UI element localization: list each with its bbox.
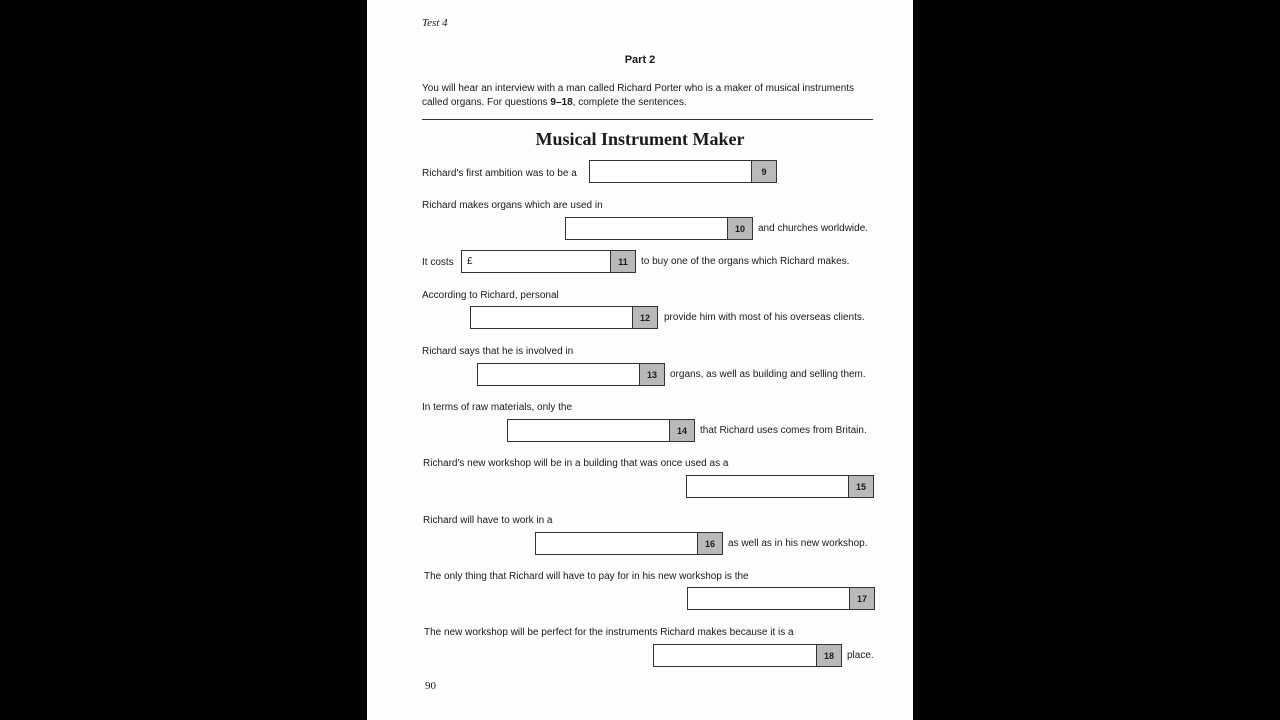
- question-14-text: In terms of raw materials, only the: [422, 402, 573, 413]
- answer-box-9[interactable]: [589, 160, 777, 183]
- answer-box-15[interactable]: [686, 475, 874, 498]
- question-number-16: 16: [697, 533, 722, 554]
- question-16-after: as well as in his new workshop.: [728, 538, 868, 549]
- question-11-after: to buy one of the organs which Richard makes.: [641, 256, 850, 267]
- question-number-11: 11: [610, 251, 635, 272]
- question-number-18: 18: [816, 645, 841, 666]
- question-17-text: The only thing that Richard will have to pay for in his new workshop is the: [424, 571, 749, 582]
- page-number: 90: [425, 680, 436, 692]
- question-9-text: Richard's first ambition was to be a: [422, 168, 577, 179]
- question-18-text: The new workshop will be perfect for the instruments Richard makes because it is a: [424, 627, 794, 638]
- question-number-12: 12: [632, 307, 657, 328]
- question-13-text: Richard says that he is involved in: [422, 346, 574, 357]
- instructions: [422, 82, 882, 110]
- answer-box-17[interactable]: [687, 587, 875, 610]
- question-10-text: Richard makes organs which are used in: [422, 200, 603, 211]
- instructions-before: You will hear an interview with a man called Richard Porter who is a maker of musical instruments called organs. For questions: [422, 83, 855, 108]
- question-number-15: 15: [848, 476, 873, 497]
- pound-sign: £: [467, 256, 473, 267]
- answer-box-13[interactable]: [477, 363, 665, 386]
- part-title: Part 2: [624, 54, 656, 66]
- question-number-17: 17: [849, 588, 874, 609]
- question-14-after: that Richard uses comes from Britain.: [700, 425, 867, 436]
- test-header: Test 4: [422, 17, 448, 29]
- answer-box-11[interactable]: [461, 250, 636, 273]
- divider: [422, 119, 873, 120]
- question-12-after: provide him with most of his overseas clients.: [664, 312, 865, 323]
- question-number-9: 9: [751, 161, 776, 182]
- question-number-13: 13: [639, 364, 664, 385]
- answer-box-10[interactable]: [565, 217, 753, 240]
- question-16-text: Richard will have to work in a: [423, 515, 553, 526]
- instructions-question-range: 9–18: [550, 97, 573, 108]
- question-11-text: It costs: [422, 257, 454, 268]
- question-13-after: organs, as well as building and selling them.: [670, 369, 866, 380]
- question-10-after: and churches worldwide.: [758, 223, 869, 234]
- instructions-after: , complete the sentences.: [572, 97, 687, 108]
- answer-box-12[interactable]: [470, 306, 658, 329]
- question-number-14: 14: [669, 420, 694, 441]
- answer-box-18[interactable]: [653, 644, 842, 667]
- document-page: [367, 0, 913, 720]
- page-title: Musical Instrument Maker: [535, 129, 745, 149]
- question-number-10: 10: [727, 218, 752, 239]
- answer-box-14[interactable]: [507, 419, 695, 442]
- question-12-text: According to Richard, personal: [422, 290, 559, 301]
- question-18-after: place.: [847, 650, 874, 661]
- question-15-text: Richard's new workshop will be in a building that was once used as a: [423, 458, 729, 469]
- answer-box-16[interactable]: [535, 532, 723, 555]
